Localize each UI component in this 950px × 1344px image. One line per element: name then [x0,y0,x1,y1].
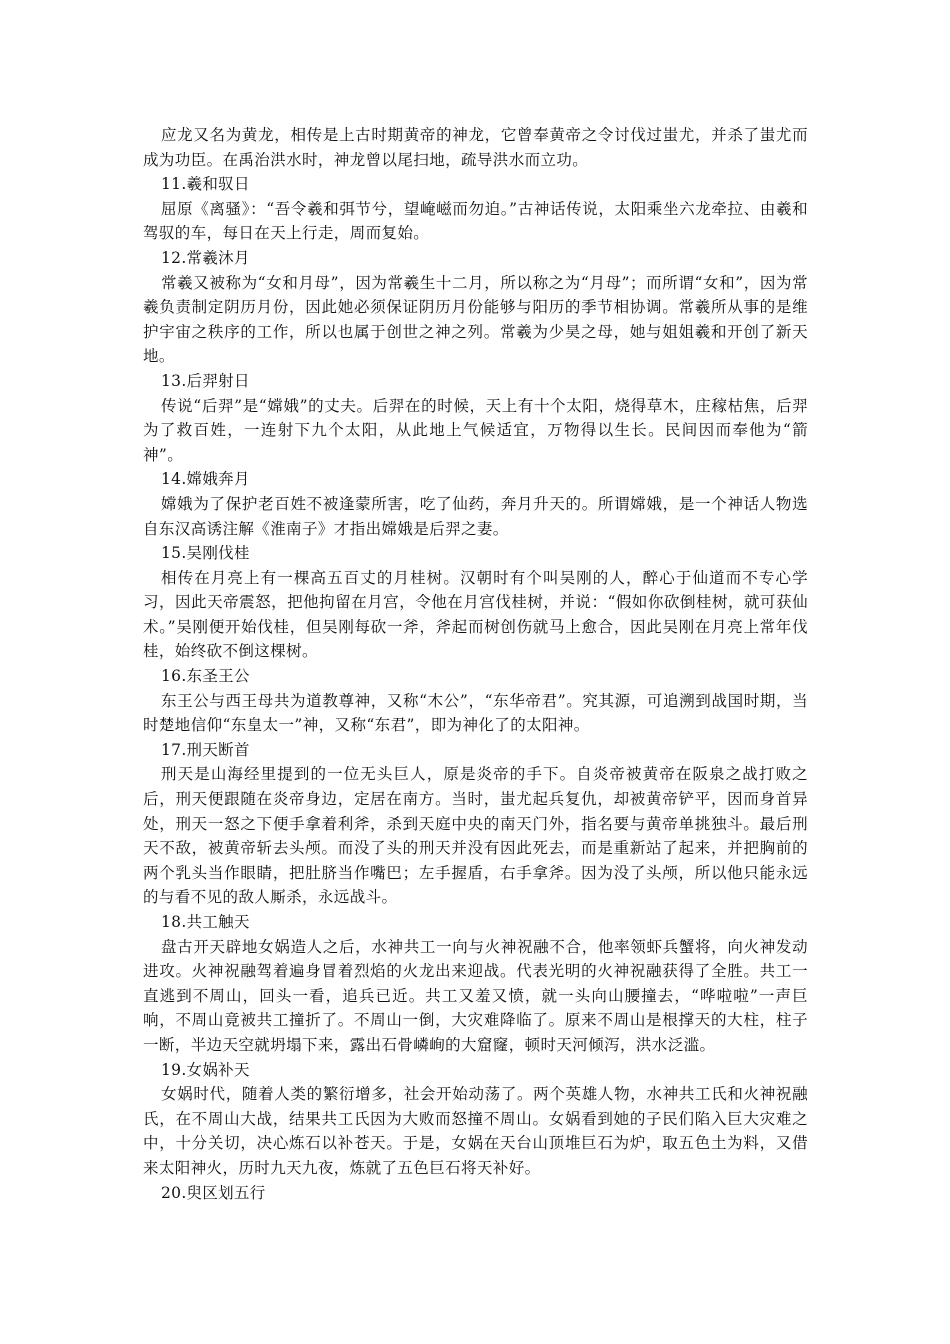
section-heading-14: 14.嫦娥奔月 [161,470,250,489]
section-body-13: 传说“后羿”是“嫦娥”的丈夫。后羿在的时候，天上有十个太阳，烧得草木，庄稼枯焦，后羿为了救百姓，一连射下九个太阳，从此地上气候适宜，万物得以生长。民间因而奉他为“箭神”。 [143,396,808,464]
section-heading-17: 17.刑天断首 [161,740,250,759]
section-body-0: 应龙又名为黄龙，相传是上古时期黄帝的神龙，它曾奉黄帝之令讨伐过蚩尤，并杀了蚩尤而成为功臣。在禹治洪水时，神龙曾以尾扫地，疏导洪水而立功。 [143,126,808,169]
section-body-12: 常羲又被称为“女和月母”，因为常羲生十二月，所以称之为“月母”；而所谓“女和”，因为常羲负责制定阴历月份，因此她必须保证阴历月份能够与阳历的季节相协调。常羲所从事的是维护宇宙之秩序的工作，所以也属于创世之神之列。常羲为少昊之母，她与姐姐羲和开创了新天地。 [143,273,808,366]
section-body-19: 女娲时代，随着人类的繁衍增多，社会开始动荡了。两个英雄人物，水神共工氏和火神祝融氏，在不周山大战，结果共工氏因为大败而怒撞不周山。女娲看到她的子民们陷入巨大灾难之中，十分关切，决心炼石以补苍天。于是，女娲在天台山顶堆巨石为炉，取五色土为料，又借来太阳神火，历时九天九夜，炼就了五色巨石将天补好。 [143,1085,808,1177]
section-heading-16: 16.东圣王公 [161,667,250,686]
section-heading-19: 19.女娲补天 [161,1060,250,1079]
section-body-17: 刑天是山海经里提到的一位无头巨人，原是炎帝的手下。自炎帝被黄帝在阪泉之战打败之后，刑天便跟随在炎帝身边，定居在南方。当时，蚩尤起兵复仇，却被黄帝铲平，因而身首异处，刑天一怒之下便手拿着利斧，杀到天庭中央的南天门外，指名要与黄帝单挑独斗。最后刑天不敌，被黄帝斩去头颅。而没了头的刑天并没有因此死去，而是重新站了起来，并把胸前的两个乳头当作眼睛，把肚脐当作嘴巴；左手握盾，右手拿斧。因为没了头颅，所以他只能永远的与看不见的敌人厮杀，永远战斗。 [143,765,808,907]
section-heading-18: 18.共工触天 [161,913,250,931]
section-body-14: 嫦娥为了保护老百姓不被逢蒙所害，吃了仙药，奔月升天的。所谓嫦娥，是一个神话人物选自东汉高诱注解《淮南子》才指出嫦娥是后羿之妻。 [143,494,808,538]
section-heading-15: 15.吴刚伐桂 [161,544,250,563]
section-heading-11: 11.羲和驭日 [161,175,250,194]
document-page [143,123,808,1205]
section-body-11: 屈原《离骚》：“吾令羲和弭节兮，望崦嵫而勿迫。”古神话传说，太阳乘坐六龙牵拉、由羲和驾驭的车，每日在天上行走，周而复始。 [143,199,808,243]
section-heading-20: 20.臾区划五行 [161,1183,266,1202]
section-heading-12: 12.常羲沐月 [161,248,250,267]
section-heading-13: 13.后羿射日 [161,371,250,390]
section-body-15: 相传在月亮上有一棵高五百丈的月桂树。汉朝时有个叫吴刚的人，醉心于仙道而不专心学习，因此天帝震怒，把他拘留在月宫，令他在月宫伐桂树，并说：“假如你砍倒桂树，就可获仙术。”吴刚便开始伐桂，但吴刚每砍一斧，斧起而树创伤就马上愈合，因此吴刚在月亮上常年伐桂，始终砍不倒这棵树。 [143,568,808,661]
section-body-16: 东王公与西王母共为道教尊神，又称“木公”，“东华帝君”。究其源，可追溯到战国时期，当时楚地信仰“东皇太一”神，又称“东君”，即为神化了的太阳神。 [143,691,808,735]
section-body-18: 盘古开天辟地女娲造人之后，水神共工一向与火神祝融不合，他率领虾兵蟹将，向火神发动进攻。火神祝融驾着遍身冒着烈焰的火龙出来迎战。代表光明的火神祝融获得了全胜。共工一直逃到不周山，回头一看，追兵已近。共工又羞又愤，就一头向山腰撞去，“哗啦啦”一声巨响，不周山竟被共工撞折了。不周山一倒，大灾难降临了。原来不周山是根撑天的大柱，柱子一断，半边天空就坍塌下来，露出石骨嶙峋的大窟窿，顿时天河倾泻，洪水泛滥。 [143,937,808,1054]
